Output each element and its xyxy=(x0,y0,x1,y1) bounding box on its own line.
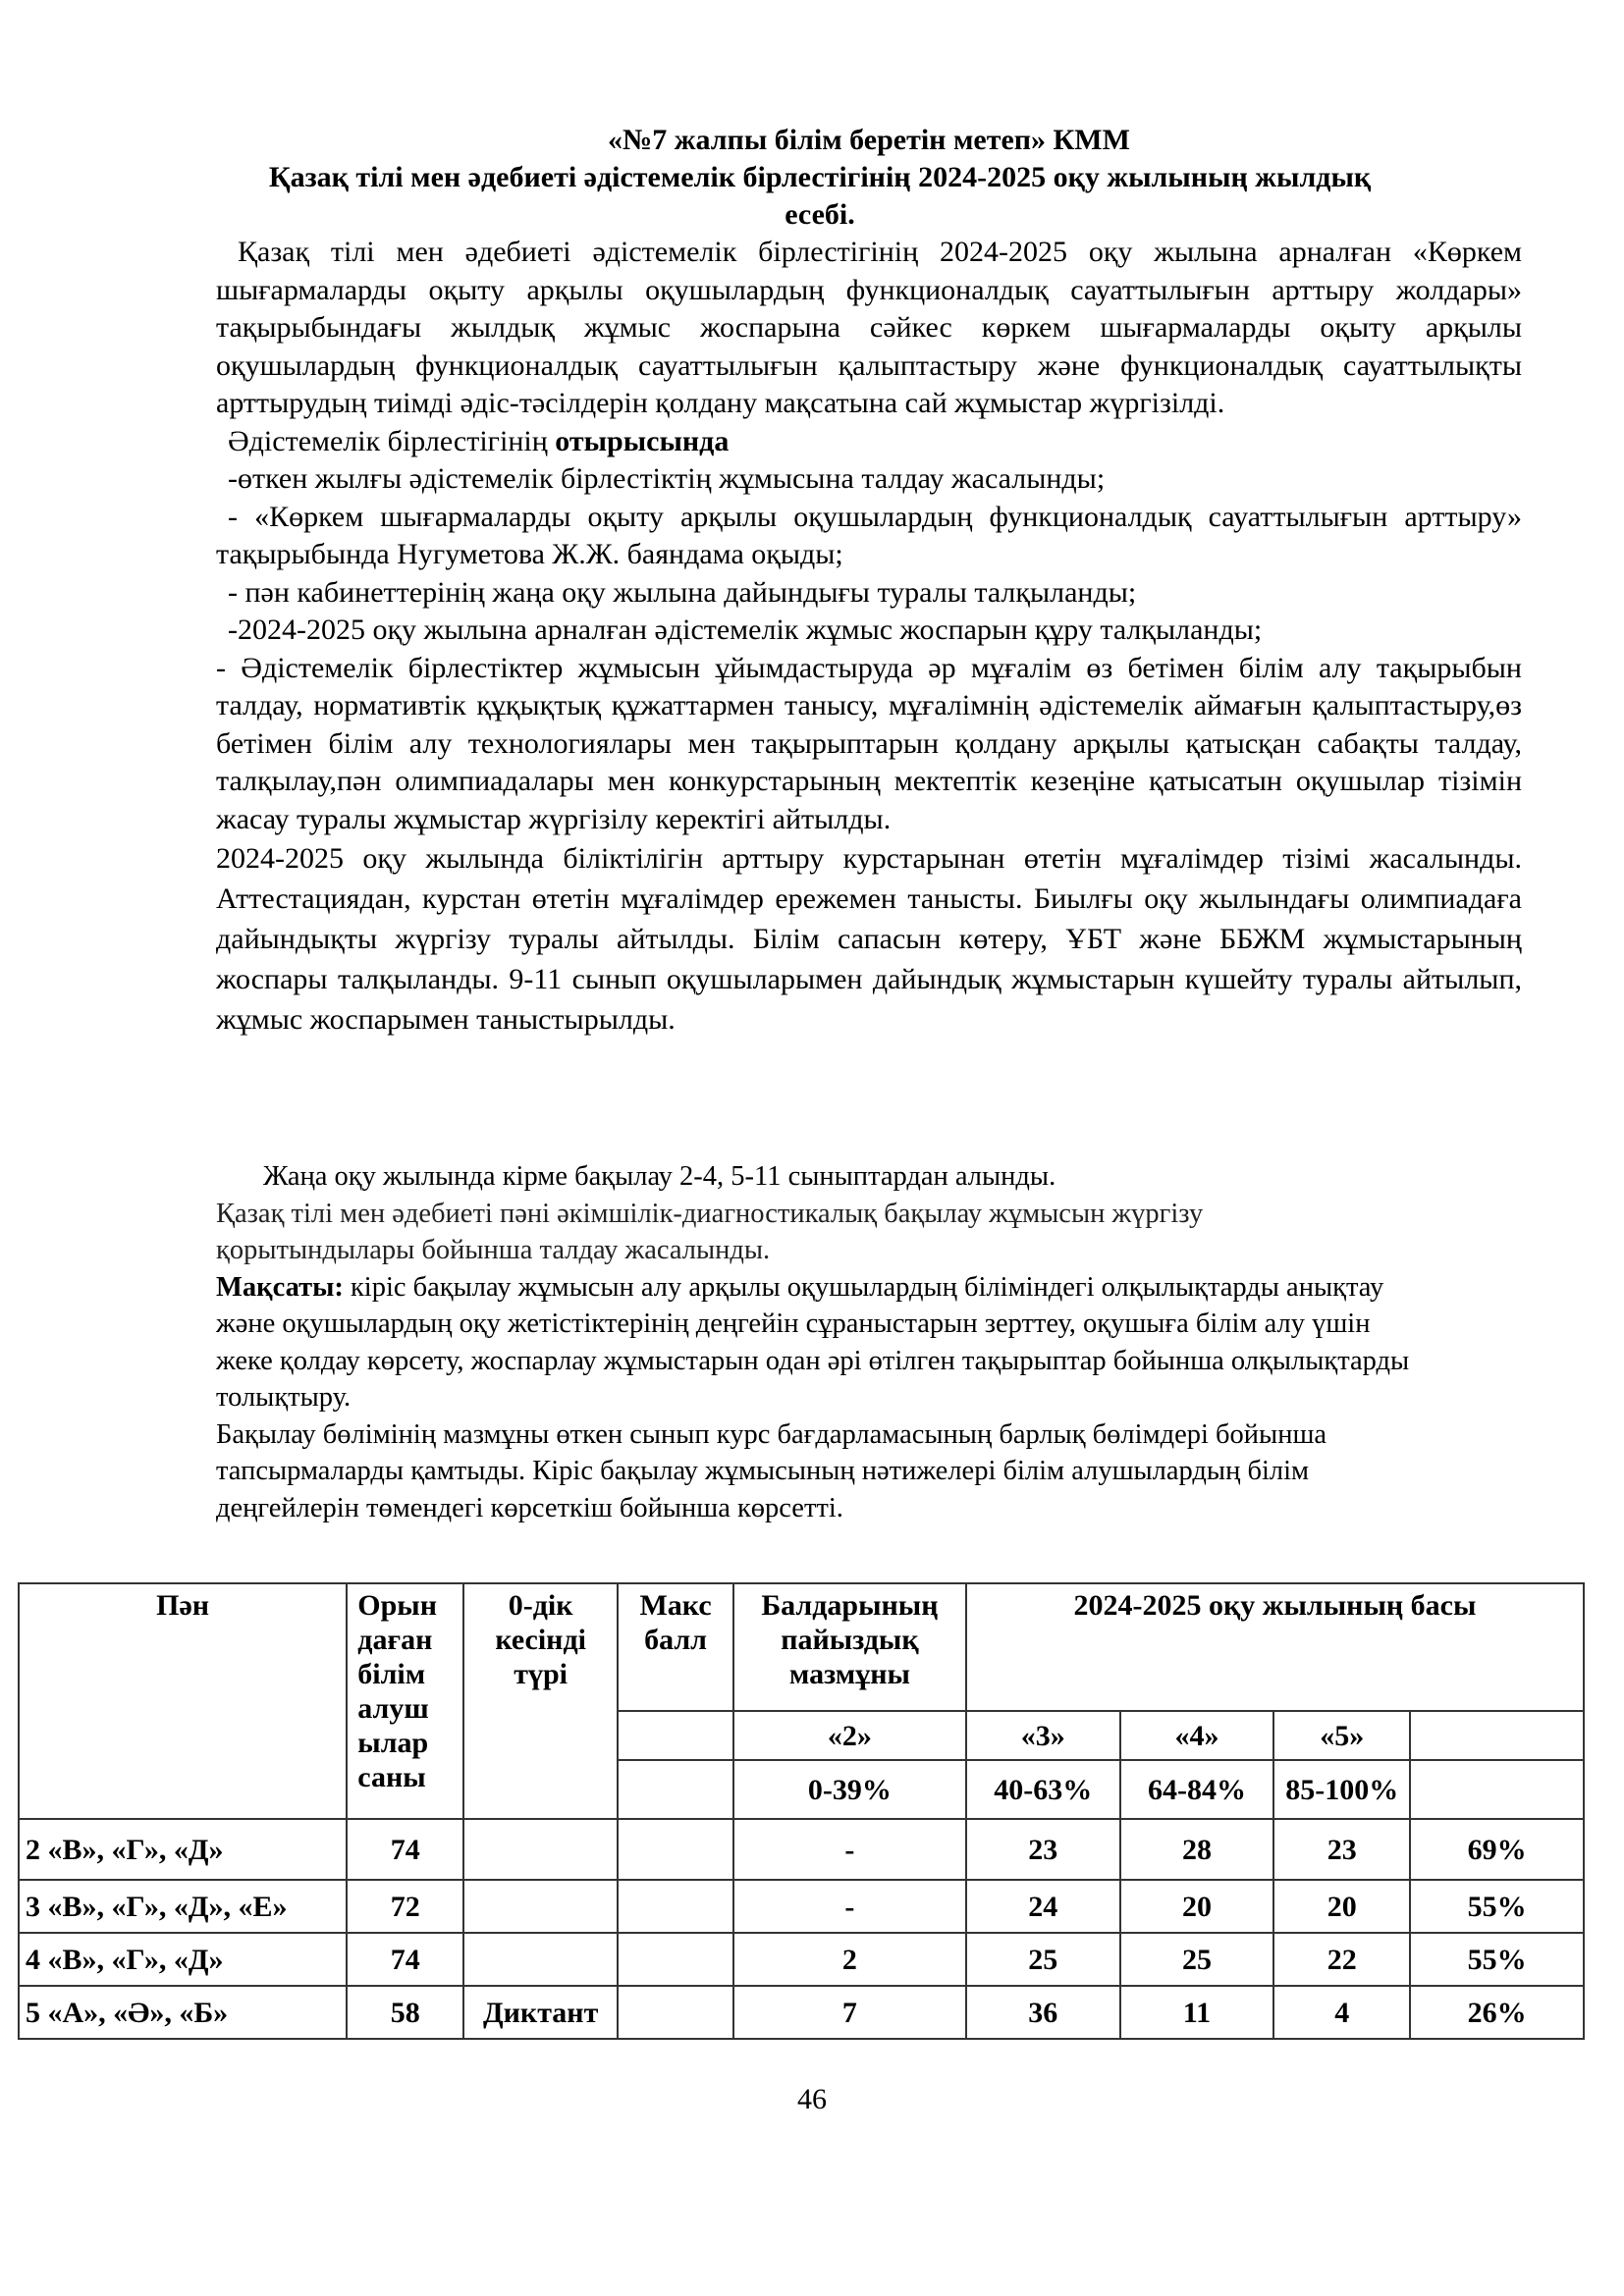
meeting-heading-bold: отырысында xyxy=(555,424,730,457)
cell-max xyxy=(618,1933,733,1986)
cell-subject: 3 «В», «Г», «Д», «Е» xyxy=(19,1880,347,1933)
table-header-row xyxy=(19,1583,1584,1711)
table-row xyxy=(19,1986,1584,2039)
cell-grade-2: 7 xyxy=(733,1986,966,2039)
range-2: 0-39% xyxy=(733,1760,966,1819)
cell-grade-3: 36 xyxy=(966,1986,1120,2039)
range-empty-cell xyxy=(1410,1760,1584,1819)
meeting-item: -2024-2025 оқу жылына арналған әдістемелік жұмыс жоспарын құру талқыланды; xyxy=(228,614,1263,646)
header-subject: Пән xyxy=(19,1583,347,1819)
results-table xyxy=(18,1582,1585,2040)
cell-type xyxy=(463,1819,618,1880)
grade-5: «5» xyxy=(1273,1711,1410,1760)
table-row xyxy=(19,1933,1584,1986)
meeting-heading-text: Әдістемелік бірлестігінің xyxy=(228,424,556,457)
document-title-school: «№7 жалпы білім беретін метеп» КММ xyxy=(608,124,1130,156)
cell-grade-5: 4 xyxy=(1273,1986,1410,2039)
meeting-item: - Әдістемелік бірлестіктер жұмысын ұйымдастыруда әр мұғалім өз бетімен білім алу тақырыбын талдау, нормативтік құқықтық құжаттармен танысу, мұғалімнің әдістемелік аймағын қалыптастыру,өз бетімен білім алу технологиялары мен тақырыптарын қолдану арқылы қатысқан сабақты талдау, талқылау,пән олимпиадалары мен конкурстарының мектептік кезеңіне қатысатын оқушылар тізімін жасау туралы жұмыстар жүргізілу керектігі айтылды. xyxy=(216,651,1522,835)
cell-grade-4: 20 xyxy=(1120,1880,1274,1933)
cell-subject: 2 «В», «Г», «Д» xyxy=(19,1819,347,1880)
header-max-score: Макс балл xyxy=(618,1583,733,1711)
courses-paragraph: 2024-2025 оқу жылында біліктілігін арттыру курстарынан өтетін мұғалімдер тізімі жасалынды. Аттестациядан, курстан өтетін мұғалімдер ережемен танысты. Биылғы оқу жылындағы олимпиадаға дайындықты жүргізу туралы айтылды. Білім сапасын көтеру, ҰБТ және ББЖМ жұмыстарының жоспары талқыланды. 9-11 сынып оқушыларымен дайындық жұмыстарын күшейту туралы айтылып, жұмыс жоспарымен таныстырылды. xyxy=(216,842,1522,1036)
cell-students: 74 xyxy=(347,1819,463,1880)
table-row xyxy=(19,1819,1584,1880)
range-4: 64-84% xyxy=(1120,1760,1274,1819)
entry-control-line: Жаңа оқу жылында кірме бақылау 2-4, 5-11 сыныптардан алынды. xyxy=(263,1161,1056,1192)
cell-grade-2: - xyxy=(733,1819,966,1880)
intro-paragraph: Қазақ тілі мен әдебиеті әдістемелік бірлестігінің 2024-2025 оқу жылына арналған «Көркем шығармаларды оқыту арқылы оқушылардың функционалдық сауаттылығын арттыру жолдары» тақырыбындағы жылдық жұмыс жоспарына сәйкес көркем шығармаларды оқыту арқылы оқушылардың функционалдық сауаттылығын қалыптастыру және функционалдық сауаттылықты арттырудың тиімді әдіс-тәсілдерін қолдану мақсатына сай жұмыстар жүргізілді. xyxy=(216,236,1522,419)
cell-type xyxy=(463,1880,618,1933)
header-type: 0-дік кесінді түрі xyxy=(463,1583,618,1819)
cell-quality: 55% xyxy=(1410,1880,1584,1933)
range-empty-cell xyxy=(618,1760,733,1819)
cell-grade-4: 11 xyxy=(1120,1986,1274,2039)
cell-type xyxy=(463,1933,618,1986)
grade-2: «2» xyxy=(733,1711,966,1760)
header-students: Орын даған білім алуш ылар саны xyxy=(347,1583,463,1819)
cell-students: 72 xyxy=(347,1880,463,1933)
grade-3: «3» xyxy=(966,1711,1120,1760)
cell-grade-4: 25 xyxy=(1120,1933,1274,1986)
cell-max xyxy=(618,1986,733,2039)
cell-grade-2: 2 xyxy=(733,1933,966,1986)
analysis-line: Қазақ тілі мен әдебиеті пәні әкімшілік-диагностикалық бақылау жұмысын жүргізу қорытындылары бойынша талдау жасалынды. xyxy=(216,1198,1204,1265)
range-5: 85-100% xyxy=(1273,1760,1410,1819)
goal-label: Мақсаты: xyxy=(216,1271,344,1303)
cell-grade-3: 24 xyxy=(966,1880,1120,1933)
cell-subject: 4 «В», «Г», «Д» xyxy=(19,1933,347,1986)
cell-grade-5: 23 xyxy=(1273,1819,1410,1880)
cell-subject: 5 «А», «Ә», «Б» xyxy=(19,1986,347,2039)
meeting-item: - «Көркем шығармаларды оқыту арқылы оқушылардың функционалдық сауаттылығын арттыру» тақырыбында Нугуметова Ж.Ж. баяндама оқыды; xyxy=(216,500,1522,570)
range-3: 40-63% xyxy=(966,1760,1120,1819)
cell-max xyxy=(618,1819,733,1880)
cell-quality: 69% xyxy=(1410,1819,1584,1880)
document-title-report: Қазақ тілі мен әдебиеті әдістемелік бірлестігінің 2024-2025 оқу жылының жылдық есебі. xyxy=(268,161,1372,231)
grade-empty-cell xyxy=(1410,1711,1584,1760)
cell-grade-2: - xyxy=(733,1880,966,1933)
cell-grade-4: 28 xyxy=(1120,1819,1274,1880)
grade-4: «4» xyxy=(1120,1711,1274,1760)
cell-students: 58 xyxy=(347,1986,463,2039)
intro-section xyxy=(216,234,1522,1040)
cell-students: 74 xyxy=(347,1933,463,1986)
cell-grade-5: 20 xyxy=(1273,1880,1410,1933)
goal-text: кіріс бақылау жұмысын алу арқылы оқушылардың біліміндегі олқылықтарды анықтау және оқушылардың оқу жетістіктерінің деңгейін сұраныстарын зерттеу, оқушыға білім алу үшін жеке қолдау көрсету, жоспарлау жұмыстарын одан әрі өтілген тақырыптар бойынша олқылықтарды толықтыру. xyxy=(216,1271,1410,1413)
cell-grade-3: 25 xyxy=(966,1933,1120,1986)
cell-type: Диктант xyxy=(463,1986,618,2039)
cell-quality: 55% xyxy=(1410,1933,1584,1986)
content-paragraph: Бақылау бөлімінің мазмұны өткен сынып курс бағдарламасының барлық бөлімдері бойынша тапсырмаларды қамтыды. Кіріс бақылау жұмысының нәтижелері білім алушылардың білім деңгейлерін төмендегі көрсеткіш бойынша көрсетті. xyxy=(216,1418,1327,1523)
cell-grade-3: 23 xyxy=(966,1819,1120,1880)
meeting-item: -өткен жылғы әдістемелік бірлестіктің жұмысына талдау жасалынды; xyxy=(228,462,1106,495)
page-number: 46 xyxy=(797,2083,827,2115)
control-section xyxy=(216,1158,1522,1526)
cell-quality: 26% xyxy=(1410,1986,1584,2039)
meeting-heading xyxy=(216,423,1522,461)
header-period: 2024-2025 оқу жылының басы xyxy=(966,1583,1584,1711)
table-row xyxy=(19,1880,1584,1933)
meeting-item: - пән кабинеттерінің жаңа оқу жылына дайындығы туралы талқыланды; xyxy=(228,575,1137,609)
header-percent-content: Балдарының пайыздық мазмұны xyxy=(733,1583,966,1711)
cell-grade-5: 22 xyxy=(1273,1933,1410,1986)
grade-empty-cell xyxy=(618,1711,733,1760)
cell-max xyxy=(618,1880,733,1933)
goal-paragraph xyxy=(216,1269,1424,1416)
